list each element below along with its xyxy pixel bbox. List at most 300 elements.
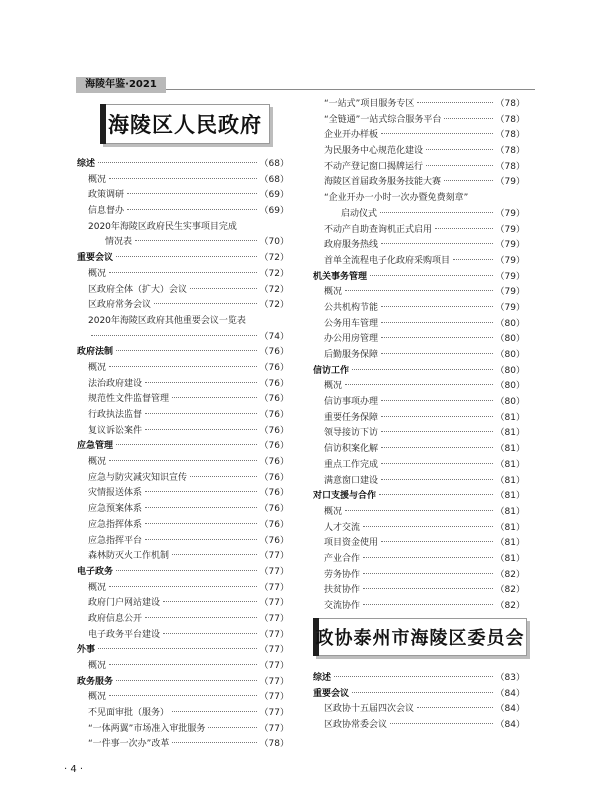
dot-leader: [145, 413, 257, 414]
toc-page-ref: （79）: [495, 240, 525, 251]
toc-entry-title: 后勤服务保障: [324, 350, 379, 360]
dot-leader: [417, 102, 492, 103]
toc-entry: [313, 317, 525, 333]
toc-page-ref: （77）: [259, 723, 289, 734]
toc-section-entry: [313, 489, 525, 505]
toc-entry-title: 公务用车管理: [324, 318, 379, 329]
toc-page-ref: （82）: [495, 601, 525, 611]
toc-entry: [313, 505, 525, 521]
toc-entry: [77, 455, 289, 471]
toc-entry: [313, 128, 525, 144]
toc-page-ref: （79）: [495, 271, 525, 282]
toc-page-ref: （76）: [259, 378, 289, 389]
toc-entry: [77, 486, 289, 502]
toc-page-ref: （82）: [495, 569, 525, 580]
toc-page-ref: （81）: [495, 553, 525, 564]
toc-entry: [313, 285, 525, 301]
dot-leader: [334, 676, 493, 677]
toc-page-ref: （76）: [259, 519, 289, 530]
toc-section-entry: [313, 687, 525, 703]
dot-leader: [109, 695, 257, 696]
toc-entry: [313, 191, 525, 207]
toc-entry: [77, 722, 289, 738]
toc-entry-title: 政务服务: [77, 676, 114, 687]
toc-entry-title: 规范性文件监督管理: [88, 394, 170, 405]
toc-left-column: [77, 157, 289, 753]
toc-page-ref: （79）: [495, 208, 525, 219]
toc-entry: [313, 97, 525, 113]
toc-entry-title: 产业合作: [324, 553, 361, 564]
dot-leader: [109, 178, 257, 179]
toc-entry-title: 扶贫协作: [324, 585, 361, 596]
dot-leader: [426, 165, 493, 166]
toc-entry-title: 企业开办样板: [324, 130, 379, 141]
toc-entry-title: “一体两翼”市场准入审批服务: [88, 723, 206, 734]
dot-leader: [381, 243, 493, 244]
toc-entry: [313, 411, 525, 427]
toc-entry-title: 劳务协作: [324, 569, 361, 580]
toc-page-ref: （80）: [495, 334, 525, 345]
toc-entry: [313, 254, 525, 270]
toc-page-ref: （76）: [259, 441, 289, 452]
toc-entry-title: “一站式”项目服务专区: [324, 99, 415, 109]
toc-entry-title: 海陵区首届政务服务技能大赛: [324, 177, 442, 188]
dot-leader: [363, 573, 493, 574]
dot-leader: [370, 275, 493, 276]
toc-entry-title: 公共机构节能: [324, 302, 379, 313]
toc-entry-title: 重要任务保障: [324, 412, 379, 423]
dot-leader: [345, 384, 493, 385]
toc-page-ref: （80）: [495, 350, 525, 360]
toc-page-ref: （78）: [495, 99, 525, 109]
dot-leader: [163, 633, 257, 634]
dot-leader: [453, 259, 493, 260]
toc-page-ref: （80）: [495, 318, 525, 329]
toc-entry: [313, 442, 525, 458]
toc-entry-title: 应急预案体系: [88, 504, 143, 515]
toc-section-entry: [313, 364, 525, 380]
dot-leader: [172, 554, 257, 555]
dot-leader: [190, 288, 257, 289]
toc-entry: [313, 552, 525, 568]
toc-entry: [313, 223, 525, 239]
toc-page-ref: （78）: [495, 130, 525, 141]
toc-page-ref: （76）: [259, 394, 289, 405]
toc-entry: [77, 737, 289, 753]
running-header: 海陵年鉴·2021: [76, 77, 166, 93]
dot-leader: [444, 180, 493, 181]
dot-leader: [116, 256, 257, 257]
toc-entry-title: 重要会议: [77, 253, 114, 264]
toc-entry: [313, 426, 525, 442]
dot-leader: [135, 240, 257, 241]
toc-entry: [313, 301, 525, 317]
dot-leader: [363, 526, 493, 527]
toc-entry-title: 外事: [77, 645, 96, 656]
toc-entry-title: 项目资金使用: [324, 538, 379, 549]
toc-section-entry: [313, 270, 525, 286]
toc-page-ref: （79）: [495, 224, 525, 235]
toc-entry-title: 综述: [313, 673, 332, 683]
toc-page-ref: （76）: [259, 425, 289, 436]
toc-entry-title: 情况表: [105, 237, 133, 248]
dot-leader: [417, 707, 493, 708]
dot-leader: [127, 193, 257, 194]
toc-entry-title: “全链通”一站式综合服务平台: [324, 114, 442, 125]
dot-leader: [381, 400, 493, 401]
toc-entry: [77, 471, 289, 487]
toc-entry: [313, 379, 525, 395]
dot-leader: [145, 523, 257, 524]
toc-page-ref: （77）: [259, 582, 289, 593]
dot-leader: [352, 692, 493, 693]
dot-leader: [381, 322, 493, 323]
dot-leader: [116, 680, 257, 681]
toc-page-ref: （77）: [259, 598, 289, 609]
dot-leader: [363, 588, 493, 589]
toc-page-ref: （77）: [259, 629, 289, 640]
toc-page-ref: （81）: [495, 428, 525, 439]
toc-page-ref: （76）: [259, 504, 289, 515]
toc-entry-title: 不见面审批（服务）: [88, 708, 170, 719]
toc-entry-title: 电子政务: [77, 566, 114, 577]
toc-entry: [77, 173, 289, 189]
toc-page-ref: （79）: [495, 302, 525, 313]
toc-entry: [77, 392, 289, 408]
toc-entry: [77, 534, 289, 550]
toc-entry-title: 办公用房管理: [324, 334, 379, 345]
toc-page-ref: （81）: [495, 506, 525, 517]
dot-leader: [172, 711, 257, 712]
dot-leader: [390, 723, 493, 724]
dot-leader: [381, 353, 493, 354]
toc-entry: [77, 424, 289, 440]
toc-entry: [313, 583, 525, 599]
toc-page-ref: （78）: [495, 114, 525, 125]
toc-page-ref: （79）: [495, 287, 525, 298]
toc-entry-title: “一件事一次办”改革: [88, 739, 170, 750]
toc-page-ref: （83）: [495, 673, 525, 683]
toc-page-ref: （77）: [259, 551, 289, 562]
toc-entry: [313, 175, 525, 191]
toc-entry-title: 区政协常委会议: [324, 720, 388, 731]
toc-entry: [313, 160, 525, 176]
toc-entry: [313, 702, 525, 718]
toc-entry: [77, 298, 289, 314]
dot-leader: [363, 557, 493, 558]
dot-leader: [109, 586, 257, 587]
toc-entry-title: 概况: [324, 287, 343, 298]
toc-entry: [77, 188, 289, 204]
dot-leader: [426, 149, 493, 150]
toc-entry: [77, 690, 289, 706]
toc-entry-title: 森林防灭火工作机制: [88, 551, 170, 562]
toc-entry-title: 政策调研: [88, 190, 125, 201]
dot-leader: [444, 118, 492, 119]
toc-entry-title: 不动产自助查询机正式启用: [324, 224, 433, 235]
toc-entry: [313, 395, 525, 411]
toc-entry-title: 灾情报送体系: [88, 488, 143, 499]
dot-leader: [91, 335, 257, 336]
toc-page-ref: （69）: [259, 190, 289, 201]
toc-entry-title: 启动仪式: [341, 208, 378, 219]
toc-page-ref: （81）: [495, 412, 525, 423]
toc-entry-title: 复议诉讼案件: [88, 425, 143, 436]
dot-leader: [379, 494, 493, 495]
toc-entry: [313, 207, 525, 223]
section-title-text: 海陵区人民政府: [108, 113, 262, 137]
toc-entry-title: 区政府常务会议: [88, 300, 152, 311]
dot-leader: [116, 570, 257, 571]
dot-leader: [109, 664, 257, 665]
dot-leader: [98, 648, 257, 649]
toc-entry-title: 机关事务管理: [313, 271, 368, 282]
toc-entry-title: 政府信息公开: [88, 613, 143, 624]
toc-entry: [77, 549, 289, 565]
toc-page-ref: （72）: [259, 253, 289, 264]
toc-page-ref: （76）: [259, 410, 289, 420]
dot-leader: [381, 306, 493, 307]
toc-entry: [77, 283, 289, 299]
toc-page-ref: （68）: [259, 174, 289, 185]
toc-page-ref: （84）: [495, 704, 525, 715]
toc-page-ref: （72）: [259, 284, 289, 295]
dot-leader: [109, 272, 257, 273]
toc-section-entry: [313, 671, 525, 687]
dot-leader: [145, 429, 257, 430]
dot-leader: [345, 510, 493, 511]
toc-page-ref: （81）: [495, 475, 525, 486]
dot-leader: [381, 416, 493, 417]
dot-leader: [345, 290, 493, 291]
dot-leader: [145, 507, 257, 508]
toc-page-ref: （80）: [495, 365, 525, 376]
toc-entry-title: 应急管理: [77, 441, 114, 452]
dot-leader: [154, 303, 257, 304]
toc-page-ref: （77）: [259, 613, 289, 624]
toc-entry: [77, 596, 289, 612]
toc-page-ref: （72）: [259, 300, 289, 311]
section-title-government: [100, 104, 270, 144]
toc-entry-title: 政府法制: [77, 347, 114, 358]
toc-entry: [313, 238, 525, 254]
toc-entry-title: 领导接访下访: [324, 428, 379, 439]
dot-leader: [381, 337, 493, 338]
toc-entry: [313, 568, 525, 584]
toc-entry: [77, 581, 289, 597]
toc-page-ref: （84）: [495, 688, 525, 699]
toc-page-ref: （81）: [495, 444, 525, 455]
toc-entry-title: 综述: [77, 159, 96, 169]
toc-page-ref: （74）: [259, 331, 289, 342]
toc-entry: [77, 408, 289, 424]
toc-entry-title: 信访事项办理: [324, 397, 379, 408]
toc-page-ref: （76）: [259, 457, 289, 468]
dot-leader: [208, 727, 256, 728]
toc-entry-title: 人才交流: [324, 522, 361, 533]
toc-entry-title: 应急指挥平台: [88, 535, 143, 546]
toc-entry-title: 应急指挥体系: [88, 519, 143, 530]
dot-leader: [381, 479, 493, 480]
toc-entry-title: 区政协十五届四次会议: [324, 704, 415, 715]
toc-entry: [77, 628, 289, 644]
toc-entry-title: 交流协作: [324, 601, 361, 611]
toc-right-column-cppcc: [313, 671, 525, 734]
toc-page-ref: （80）: [495, 381, 525, 392]
toc-page-ref: （76）: [259, 535, 289, 546]
toc-page-ref: （81）: [495, 538, 525, 549]
toc-page-ref: （79）: [495, 255, 525, 266]
toc-entry-title: 不动产登记窗口揭牌运行: [324, 161, 424, 172]
toc-entry-title: 概况: [88, 692, 107, 703]
toc-entry-title: 对口支援与合作: [313, 491, 377, 502]
toc-entry: [77, 267, 289, 283]
section-title-cppcc: [313, 618, 527, 656]
dot-leader: [381, 133, 493, 134]
toc-entry-title: 电子政务平台建设: [88, 629, 161, 640]
toc-entry: [77, 377, 289, 393]
toc-page-ref: （77）: [259, 661, 289, 671]
toc-page-ref: （69）: [259, 206, 289, 217]
toc-entry: [77, 502, 289, 518]
toc-entry-title: 概况: [88, 362, 107, 373]
toc-entry-title: “企业开办一小时一次办暨免费刻章”: [324, 193, 469, 204]
section-title-text: 政协泰州市海陵区委员会: [315, 628, 525, 649]
toc-entry: [313, 144, 525, 160]
toc-entry: [77, 518, 289, 534]
toc-page-ref: （78）: [259, 739, 289, 750]
dot-leader: [190, 476, 257, 477]
dot-leader: [145, 617, 257, 618]
dot-leader: [381, 541, 493, 542]
toc-section-entry: [77, 157, 289, 173]
toc-page-ref: （76）: [259, 488, 289, 499]
dot-leader: [435, 228, 493, 229]
toc-entry: [77, 612, 289, 628]
toc-page-ref: （77）: [259, 676, 289, 687]
toc-entry-title: 2020年海陵区政府其他重要会议一览表: [88, 315, 246, 326]
dot-leader: [172, 742, 256, 743]
dot-leader: [109, 366, 257, 367]
toc-entry-title: 2020年海陵区政府民生实事项目完成: [88, 221, 237, 232]
toc-entry: [313, 521, 525, 537]
dot-leader: [352, 369, 493, 370]
toc-entry: [77, 330, 289, 346]
toc-entry-title: 重要会议: [313, 688, 350, 699]
toc-entry-title: 区政府全体（扩大）会议: [88, 284, 188, 295]
toc-entry-title: 概况: [88, 174, 107, 185]
toc-page-ref: （77）: [259, 645, 289, 656]
toc-entry: [77, 361, 289, 377]
dot-leader: [172, 397, 257, 398]
toc-entry: [313, 718, 525, 734]
toc-page-ref: （81）: [495, 491, 525, 502]
toc-entry: [77, 706, 289, 722]
toc-section-entry: [77, 345, 289, 361]
toc-page-ref: （78）: [495, 161, 525, 172]
toc-entry-title: 信访工作: [313, 365, 350, 376]
toc-entry-title: 政府服务热线: [324, 240, 379, 251]
dot-leader: [98, 162, 257, 163]
toc-entry-title: 法治政府建设: [88, 378, 143, 389]
dot-leader: [381, 463, 493, 464]
toc-entry-title: 政府门户网站建设: [88, 598, 161, 609]
toc-section-entry: [77, 565, 289, 581]
toc-entry: [77, 235, 289, 251]
toc-right-column: [313, 97, 525, 615]
toc-page-ref: （81）: [495, 522, 525, 533]
toc-entry-title: 首单全流程电子化政府采购项目: [324, 255, 451, 266]
page-number: · 4 ·: [64, 764, 84, 775]
toc-page-ref: （77）: [259, 692, 289, 703]
toc-entry: [313, 113, 525, 129]
dot-leader: [116, 444, 257, 445]
toc-page-ref: （70）: [259, 237, 289, 248]
toc-entry: [313, 458, 525, 474]
dot-leader: [116, 350, 257, 351]
toc-page-ref: （76）: [259, 347, 289, 358]
toc-page-ref: （84）: [495, 720, 525, 731]
toc-page-ref: （82）: [495, 585, 525, 596]
toc-page-ref: （77）: [259, 708, 289, 719]
toc-entry: [313, 332, 525, 348]
toc-entry-title: 概况: [88, 661, 107, 671]
toc-entry: [77, 204, 289, 220]
toc-entry: [77, 314, 289, 330]
toc-entry-title: 概况: [88, 457, 107, 468]
toc-entry-title: 概况: [324, 381, 343, 392]
toc-entry: [313, 536, 525, 552]
toc-entry-title: 重点工作完成: [324, 459, 379, 470]
toc-section-entry: [77, 251, 289, 267]
dot-leader: [145, 382, 257, 383]
dot-leader: [163, 601, 257, 602]
toc-page-ref: （80）: [495, 397, 525, 408]
toc-entry-title: 信访积案化解: [324, 444, 379, 455]
toc-entry-title: 行政执法监督: [88, 410, 143, 420]
toc-page-ref: （68）: [259, 159, 289, 169]
toc-entry-title: 为民服务中心规范化建设: [324, 146, 424, 157]
dot-leader: [127, 209, 257, 210]
dot-leader: [109, 460, 257, 461]
toc-entry: [313, 348, 525, 364]
dot-leader: [381, 431, 493, 432]
dot-leader: [145, 491, 257, 492]
toc-section-entry: [77, 439, 289, 455]
toc-entry-title: 满意窗口建设: [324, 475, 379, 486]
dot-leader: [145, 539, 257, 540]
dot-leader: [363, 604, 493, 605]
toc-entry: [313, 599, 525, 615]
toc-page-ref: （78）: [495, 146, 525, 157]
toc-page-ref: （79）: [495, 177, 525, 188]
toc-entry-title: 概况: [88, 268, 107, 279]
toc-page-ref: （72）: [259, 268, 289, 279]
toc-entry-title: 信息督办: [88, 206, 125, 217]
toc-page-ref: （77）: [259, 566, 289, 577]
toc-page-ref: （76）: [259, 362, 289, 373]
toc-entry-title: 应急与防灾减灾知识宣传: [88, 472, 188, 483]
toc-section-entry: [77, 643, 289, 659]
toc-entry: [77, 659, 289, 675]
dot-leader: [381, 447, 493, 448]
toc-entry-title: 概况: [88, 582, 107, 593]
toc-page-ref: （76）: [259, 472, 289, 483]
toc-entry: [77, 220, 289, 236]
toc-section-entry: [77, 675, 289, 691]
toc-page-ref: （81）: [495, 459, 525, 470]
toc-entry-title: 概况: [324, 506, 343, 517]
